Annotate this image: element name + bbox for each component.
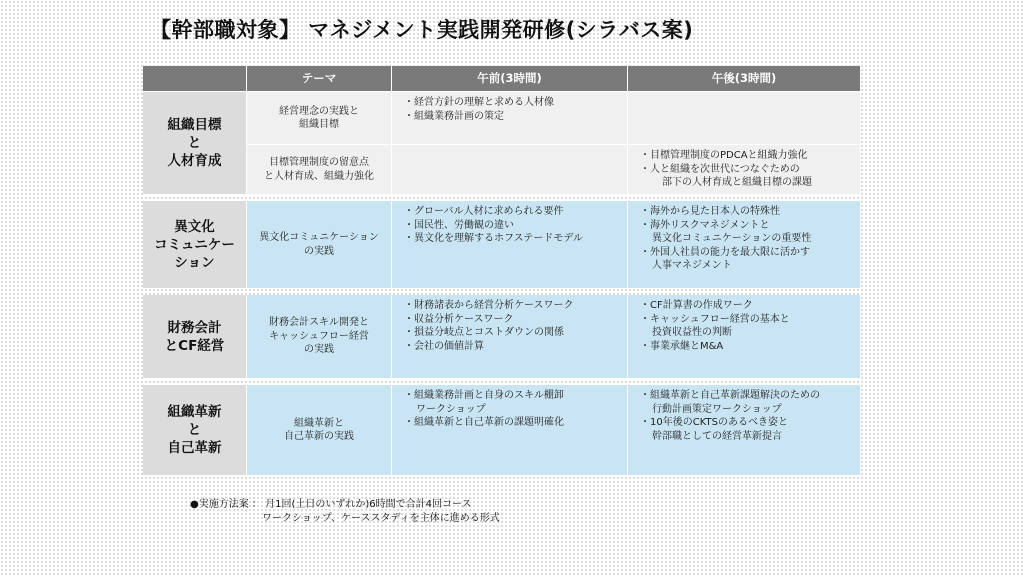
- page-title: 【幹部職対象】 マネジメント実践開発研修(シラバス案): [150, 18, 694, 42]
- theme-cell: 異文化コミュニケーション の実践: [247, 201, 392, 289]
- morning-cell: ・財務諸表から経営分析ケースワーク ・収益分析ケースワーク ・損益分岐点とコストダウンの関係 ・会社の価値計算: [392, 295, 628, 379]
- section-label-innovation: 組織革新 と 自己革新: [143, 385, 247, 476]
- section-label-finance: 財務会計 とCF経営: [143, 295, 247, 379]
- notes-line-1: ●実施方法案 ： 月1回(土日のいずれか)6時間で合計4回コース: [190, 499, 472, 510]
- afternoon-cell: ・組織革新と自己革新課題解決のための 行動計画策定ワークショップ ・10年後のCKTSのあるべき姿と 幹部職としての経営革新提言: [628, 385, 861, 476]
- header-afternoon: 午後(3時間): [628, 66, 861, 92]
- morning-cell-empty: [392, 145, 628, 195]
- theme-cell: 経営理念の実践と 組織目標: [247, 92, 392, 145]
- theme-cell: 財務会計スキル開発と キャッシュフロー経営 の実践: [247, 295, 392, 379]
- header-blank: [143, 66, 247, 92]
- afternoon-cell: ・CF計算書の作成ワーク ・キャッシュフロー経営の基本と 投資収益性の判断 ・事業承継とM&A: [628, 295, 861, 379]
- section-label-org-goals: 組織目標 と 人材育成: [143, 92, 247, 195]
- section-label-intercultural: 異文化 コミュニケー ション: [143, 201, 247, 289]
- header-morning: 午前(3時間): [392, 66, 628, 92]
- afternoon-cell-empty: [628, 92, 861, 145]
- theme-cell: 組織革新と 自己革新の実践: [247, 385, 392, 476]
- header-theme: テーマ: [247, 66, 392, 92]
- syllabus-table: [143, 66, 861, 476]
- implementation-notes: [190, 498, 500, 526]
- morning-cell: ・経営方針の理解と求める人材像 ・組織業務計画の策定: [392, 92, 628, 145]
- morning-cell: ・組織業務計画と自身のスキル棚卸 ワークショップ ・組織革新と自己革新の課題明確化: [392, 385, 628, 476]
- morning-cell: ・グローバル人材に求められる要件 ・国民性、労働観の違い ・異文化を理解するホフステードモデル: [392, 201, 628, 289]
- afternoon-cell: ・目標管理制度のPDCAと組織力強化 ・人と組織を次世代につなぐための 部下の人材育成と組織目標の課題: [628, 145, 861, 195]
- afternoon-cell: ・海外から見た日本人の特殊性 ・海外リスクマネジメントと 異文化コミュニケーションの重要性 ・外国人社員の能力を最大限に活かす 人事マネジメント: [628, 201, 861, 289]
- theme-cell: 目標管理制度の留意点 と人材育成、組織力強化: [247, 145, 392, 195]
- notes-line-2: ワークショップ、ケーススタディを主体に進める形式: [262, 513, 500, 524]
